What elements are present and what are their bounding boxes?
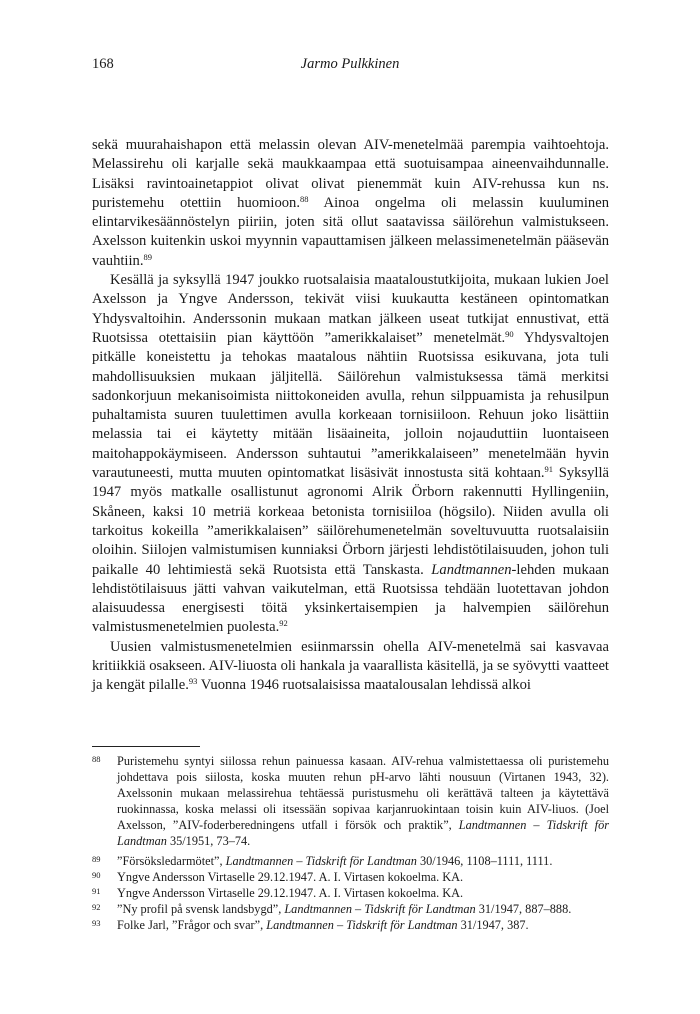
text-run: 31/1947, 887–888. [475, 901, 572, 916]
text-run: Vuonna 1946 ruotsalaisissa maatalousalan lehdissä alkoi [197, 677, 531, 694]
body-text [92, 136, 609, 696]
text-run: Yngve Andersson Virtaselle 29.12.1947. A. I. Virtasen kokoelma. KA. [117, 869, 464, 884]
text-run: Puristemehu syntyi siilossa rehun painuessa kasaan. AIV-rehua valmistettaessa oli puristemehu johdettava pois siilosta, koska muuten rehun pH-arvo lähti nousuun (Virtanen 1943, 32). Axelssonin mukaan melassirehua tehtäessä puristusmehu oli kerättävä talteen ja käytettävä ruokinnassa, koska melassi oli itsessään sopivaa karjanruokintaan toisin kuin AIV-liuos. (Joel Axelsson, ”AIV-foderberedningens utfall i försök och praktik”, [117, 754, 609, 833]
text-run: Ainoa ongelma oli melassin kuuluminen elintarvikesäännöstelyn piiriin, joten sitä ollut saatavissa säilörehun valmistukseen. Axelsson kuitenkin uskoi myynnin vapauttamisen jälkeen melassimenetelmän pääsevän vauhtiin. [92, 194, 609, 269]
italic-text: Landtmannen – Tidskrift för Landtman [284, 901, 476, 916]
footnote [92, 885, 609, 901]
footnote-text [117, 917, 609, 933]
paragraph [92, 271, 609, 638]
footnotes [92, 753, 609, 933]
text-run: -lehden mukaan lehdistötilaisuus jätti vahvan vaikutelman, että Ruotsissa tehdään luotettavan johdon alaisuudessa energisesti töitä yksinkertaisempien ja halvempien säilörehun valmistusmenetelmien puolesta. [92, 561, 609, 636]
footnote [92, 901, 609, 917]
page-number: 168 [92, 56, 114, 72]
footnote-text [117, 901, 609, 917]
footnote-ref: 90 [505, 328, 514, 339]
footnote-text [117, 853, 609, 869]
footnote [92, 853, 609, 869]
text-run: Yhdysvaltojen pitkälle koneistettu ja tehokas maatalous nähtiin Ruotsissa esikuvana, jota tuli mahdollisuuksien mukaan jäljitellä. Säilörehun valmistuksessa tämä merkitsi sadonkorjuun mekanisoimista niittokoneiden avulla, rehun silppuamista ja rehusilpun puhaltamista suuren tuulettimen avulla korkeaan tornisiiloon. Rehuun joko lisättiin melassia tai ei käytetty mitään lisäaineita, jolloin nojauduttiin luontaiseen maitohappokäymiseen. Andersson suhtautui ”amerikkalaiseen” menetelmään hyvin varautuneesti, mutta muuten opintomatkat lisäsivät innostusta sitä kohtaan. [92, 329, 609, 482]
footnote-ref: 92 [279, 618, 288, 629]
text-run: Kesällä ja syksyllä 1947 joukko ruotsalaisia maataloustutkijoita, mukaan lukien Joel Axelsson ja Yngve Andersson, tekivät viisi kuukautta kestäneen opintomatkan Yhdysvaltoihin. Anderssonin mukaan matkan jälkeen useat tutkijat ennustivat, että Ruotsissa otettaisiin pian käyttöön ”amerikkalaiset” menetelmät. [92, 272, 609, 346]
italic-text: Landtmannen [431, 561, 512, 578]
footnote [92, 753, 609, 850]
footnote-text [117, 753, 609, 850]
text-run: sekä muurahaishapon että melassin olevan AIV-menetelmää parempia vaihtoehtoja. Melassirehu oli karjalle sekä maukkaampaa että suotuisampaa aineenvaihdunnalle. Lisäksi ravintoainetappiot olivat olivat pienemmät kuin AIV-rehussa kun ns. puristemehu otettiin huomioon. [92, 137, 609, 211]
text-run: Folke Jarl, ”Frågor och svar”, [117, 917, 267, 932]
text-run: 31/1947, 387. [457, 917, 529, 932]
footnote-ref: 91 [544, 464, 554, 475]
footnote-number: 91 [92, 885, 101, 896]
text-run: ”Försöksledarmötet”, [117, 853, 226, 868]
paragraph [92, 136, 609, 271]
footnote [92, 869, 609, 885]
running-head: Jarmo Pulkkinen [300, 56, 400, 72]
footnote-ref: 89 [143, 251, 152, 262]
italic-text: Landtmannen – Tidskrift för Landtman [117, 818, 609, 849]
text-run: Yngve Andersson Virtaselle 29.12.1947. A. I. Virtasen kokoelma. KA. [117, 885, 464, 900]
footnote-ref: 93 [188, 676, 198, 687]
footnote [92, 917, 609, 933]
italic-text: Landtmannen – Tidskrift för Landtman [266, 917, 458, 932]
paragraph [92, 638, 609, 696]
footnote-number: 89 [92, 853, 101, 864]
text-run: Syksyllä 1947 myös matkalle osallistunut agronomi Alrik Örborn rakennutti Hyllingeniin, Skåneen, kaksi 10 metriä korkeaa betonista tornisiiloa (högsilo). Niiden avulla oli tarkoitus kokeilla ”amerikkalaisen” säilörehumenetelmän soveltuvuutta ruotsalaisiin oloihin. Siilojen valmistumisen kunniaksi Örborn järjesti lehdistötilaisuuden, johon tuli paikalle 40 lehtimiestä sekä Ruotsista että Tanskasta. [92, 465, 610, 578]
text-run: ”Ny profil på svensk landsbygd”, [117, 901, 285, 916]
page-header [92, 56, 608, 76]
footnote-number: 92 [92, 901, 101, 912]
footnote-text [117, 869, 609, 885]
footnote-text [117, 885, 609, 901]
text-run: Uusien valmistusmenetelmien esiinmarssin ohella AIV-menetelmä sai kasvavaa kritiikkiä osakseen. AIV-liuosta oli hankala ja vaarallista käsitellä, ja se syövytti vaatteet ja kengät pilalle. [92, 638, 609, 694]
text-run: 35/1951, 73–74. [166, 834, 251, 849]
footnote-number: 90 [92, 869, 101, 880]
footnote-rule [92, 746, 200, 747]
footnote-number: 93 [92, 917, 101, 928]
text-run: 30/1946, 1108–1111, 1111. [416, 853, 553, 868]
footnote-ref: 88 [300, 193, 309, 204]
italic-text: Landtmannen – Tidskrift för Landtman [225, 853, 417, 868]
footnote-number: 88 [92, 754, 101, 764]
